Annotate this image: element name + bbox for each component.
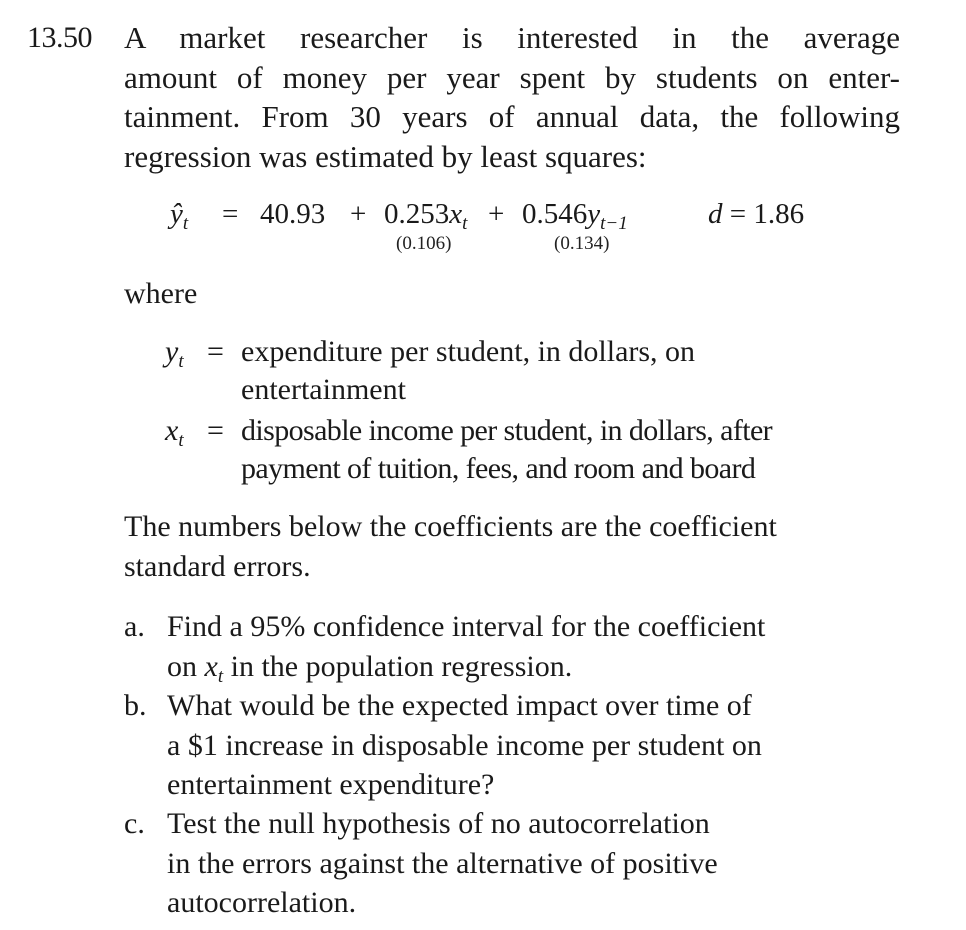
- intro-line: amount of money per year spent by students on enter-: [124, 59, 900, 95]
- part-text: [167, 607, 765, 690]
- part-line: Find a 95% confidence interval for the coefficient: [167, 610, 766, 643]
- durbin-watson-stat: d = 1.86: [708, 198, 805, 230]
- definition-y: [165, 333, 925, 413]
- intro-line: A market researcher is interested in the average: [124, 20, 900, 55]
- part-text: [167, 804, 718, 923]
- equation-plus: +: [350, 198, 367, 230]
- where-label: where: [124, 277, 198, 310]
- problem-number: 13.50: [27, 21, 92, 54]
- equation-lhs: $ŷ_t$: [170, 198, 189, 234]
- part-label: b.: [124, 689, 147, 722]
- definition-text: payment of tuition, fees, and room and board: [241, 452, 756, 485]
- part-line: entertainment expenditure?: [167, 768, 495, 801]
- equation-term-ylag: $0.546y_{t-1}$: [522, 198, 628, 234]
- definition-text: entertainment: [241, 373, 406, 406]
- part-line: on $x_t$ in the population regression.: [167, 649, 573, 687]
- definition-symbol: $x_t$: [165, 414, 184, 451]
- standard-error-x: (0.106): [396, 233, 452, 254]
- definition-symbol: $y_t$: [165, 335, 184, 372]
- definition-text: disposable income per student, in dollars, after: [241, 414, 773, 447]
- problem-intro: [124, 18, 900, 176]
- equation-equals: =: [222, 198, 239, 230]
- equation-term-x: $0.253x_t$: [384, 198, 468, 234]
- standard-error-ylag: (0.134): [554, 233, 610, 254]
- definition-text: expenditure per student, in dollars, on: [241, 335, 696, 368]
- note-line: The numbers below the coefficients are the coefficient: [124, 510, 777, 543]
- intro-line: tainment. From 30 years of annual data, the following: [124, 99, 900, 134]
- part-label: c.: [124, 807, 145, 840]
- part-a: [124, 607, 904, 687]
- definition-x: [165, 412, 925, 492]
- part-line: in the errors against the alternative of positive: [167, 846, 718, 880]
- equation-intercept: 40.93: [260, 198, 326, 230]
- part-b: [124, 686, 904, 806]
- part-line: autocorrelation.: [167, 886, 357, 919]
- note-line: standard errors.: [124, 550, 311, 583]
- part-line: What would be the expected impact over time of: [167, 689, 752, 722]
- part-line: Test the null hypothesis of no autocorrelation: [167, 807, 710, 840]
- standard-error-note: [124, 507, 777, 587]
- intro-line: regression was estimated by least squares:: [124, 138, 647, 174]
- definition-equals: =: [207, 335, 224, 368]
- part-text: [167, 686, 762, 805]
- part-line: a $1 increase in disposable income per student on: [167, 728, 762, 762]
- part-label: a.: [124, 610, 145, 643]
- definition-equals: =: [207, 414, 224, 447]
- equation-plus: +: [488, 198, 505, 230]
- part-c: [124, 804, 904, 924]
